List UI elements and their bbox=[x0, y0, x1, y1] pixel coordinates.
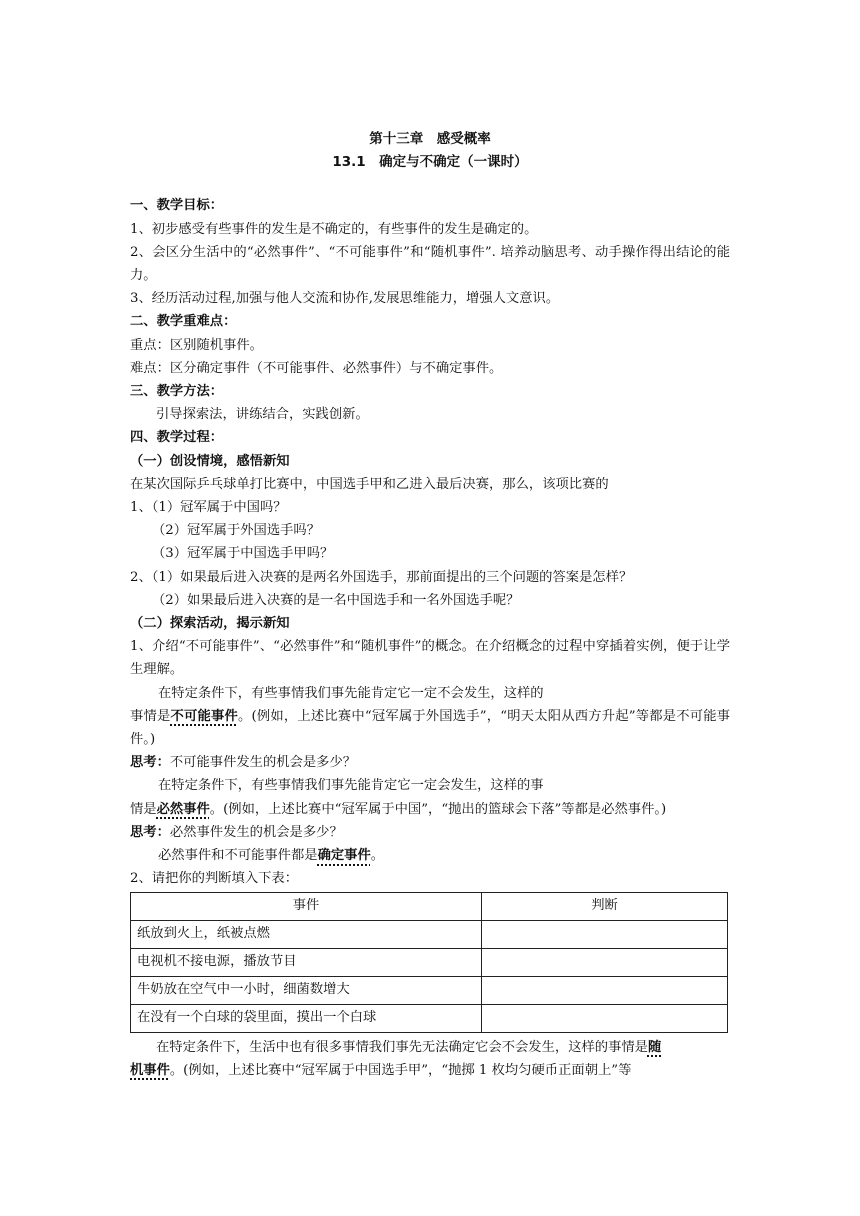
table-row bbox=[131, 976, 728, 1004]
term-random-event-part2: 机事件 bbox=[130, 1062, 170, 1078]
determined-def-prefix: 必然事件和不可能事件都是 bbox=[158, 848, 318, 864]
table-header-row bbox=[131, 892, 728, 920]
table-row bbox=[131, 1004, 728, 1032]
think-2-text: 必然事件发生的机会是多少？ bbox=[169, 824, 343, 840]
certain-def-line2 bbox=[130, 798, 730, 821]
think-label: 思考： bbox=[130, 755, 170, 771]
think-label: 思考： bbox=[130, 824, 170, 840]
objective-3: 3、经历活动过程,加强与他人交流和协作,发展思维能力，增强人文意识。 bbox=[130, 291, 560, 307]
heading-methods: 三、教学方法： bbox=[130, 384, 224, 400]
heading-objectives: 一、教学目标： bbox=[130, 198, 224, 214]
question-1-2: （2）冠军属于外国选手吗？ bbox=[152, 523, 321, 539]
difficult-point: 难点：区分确定事件（不可能事件、必然事件）与不确定事件。 bbox=[130, 360, 503, 376]
determined-def bbox=[130, 844, 730, 867]
table-row bbox=[131, 920, 728, 948]
think-2 bbox=[130, 821, 730, 844]
part2-heading: （二）探索活动，揭示新知 bbox=[130, 616, 290, 632]
certain-def-example: 。(例如，上述比赛中“冠军属于中国”，“抛出的篮球会下落”等都是必然事件。) bbox=[209, 801, 667, 817]
table-cell-judgement[interactable] bbox=[482, 976, 728, 1004]
objective-1: 1、初步感受有些事件的发生是不确定的，有些事件的发生是确定的。 bbox=[130, 221, 538, 237]
part1-heading: （一）创设情境，感悟新知 bbox=[130, 453, 290, 469]
term-determined-event: 确定事件 bbox=[317, 848, 371, 864]
random-def-line2 bbox=[130, 1059, 730, 1082]
term-impossible-event: 不可能事件 bbox=[170, 708, 238, 724]
certain-def-line1: 在特定条件下，有些事情我们事先能肯定它一定会发生，这样的事 bbox=[158, 778, 544, 794]
term-certain-event: 必然事件 bbox=[156, 801, 210, 817]
random-def-example: 。(例如，上述比赛中“冠军属于中国选手甲”，“抛掷 1 枚均匀硬币正面朝上”等 bbox=[169, 1062, 632, 1078]
think-1 bbox=[130, 751, 730, 774]
scenario-intro: 在某次国际乒乓球单打比赛中，中国选手甲和乙进入最后决赛，那么，该项比赛的 bbox=[130, 476, 609, 492]
question-1-1: 1、（1）冠军属于中国吗？ bbox=[130, 500, 287, 516]
impossible-def-prefix: 事情是 bbox=[130, 708, 171, 724]
concept-intro: 1、介绍“不可能事件”、“必然事件”和“随机事件”的概念。在介绍概念的过程中穿插着实例，便于让学生理解。 bbox=[130, 639, 730, 678]
table-row bbox=[131, 948, 728, 976]
section-title: 13.1 确定与不确定（一课时） bbox=[332, 154, 528, 171]
table-cell-event: 在没有一个白球的袋里面，摸出一个白球 bbox=[131, 1004, 482, 1032]
random-def-prefix: 在特定条件下，生活中也有很多事情我们事先无法确定它会不会发生，这样的事情是 bbox=[156, 1039, 648, 1055]
random-def bbox=[130, 1033, 730, 1059]
table-cell-judgement[interactable] bbox=[482, 948, 728, 976]
table-cell-event: 纸放到火上，纸被点燃 bbox=[131, 920, 482, 948]
chapter-title: 第十三章 感受概率 bbox=[369, 131, 491, 147]
question-1-3: （3）冠军属于中国选手甲吗？ bbox=[152, 546, 334, 562]
term-random-event-part1: 随 bbox=[647, 1039, 662, 1055]
think-1-text: 不可能事件发生的机会是多少？ bbox=[169, 755, 357, 771]
objective-2: 2、会区分生活中的“必然事件”、“不可能事件”和“随机事件”. 培养动脑思考、动手操作得出结论的能力。 bbox=[130, 244, 730, 284]
impossible-def-example: 。(例如，上述比赛中“冠军属于外国选手”，“明天太阳从西方升起”等都是不可能事件。) bbox=[130, 708, 731, 748]
heading-key-points: 二、教学重难点： bbox=[130, 314, 237, 330]
table-cell-event: 牛奶放在空气中一小时，细菌数增大 bbox=[131, 976, 482, 1004]
question-2-1: 2、（1）如果最后进入决赛的是两名外国选手，那前面提出的三个问题的答案是怎样？ bbox=[130, 569, 633, 585]
certain-def-prefix: 情是 bbox=[130, 801, 157, 817]
table-cell-judgement[interactable] bbox=[482, 920, 728, 948]
key-point: 重点：区别随机事件。 bbox=[130, 337, 263, 353]
table-header-event: 事件 bbox=[131, 892, 482, 920]
document-page bbox=[130, 128, 730, 1082]
heading-process: 四、教学过程： bbox=[130, 430, 224, 446]
impossible-def-line1: 在特定条件下，有些事情我们事先能肯定它一定不会发生，这样的 bbox=[158, 685, 544, 701]
table-cell-judgement[interactable] bbox=[482, 1004, 728, 1032]
methods-text: 引导探索法，讲练结合，实践创新。 bbox=[156, 407, 369, 423]
table-cell-event: 电视机不接电源，播放节目 bbox=[131, 948, 482, 976]
determined-def-suffix: 。 bbox=[370, 848, 385, 864]
question-2-2: （2）如果最后进入决赛的是一名中国选手和一名外国选手呢？ bbox=[152, 592, 520, 608]
table-header-judgement: 判断 bbox=[482, 892, 728, 920]
table-instruction: 2、请把你的判断填入下表： bbox=[130, 871, 299, 887]
judgement-table bbox=[130, 892, 728, 1033]
impossible-def-line2 bbox=[130, 705, 730, 751]
